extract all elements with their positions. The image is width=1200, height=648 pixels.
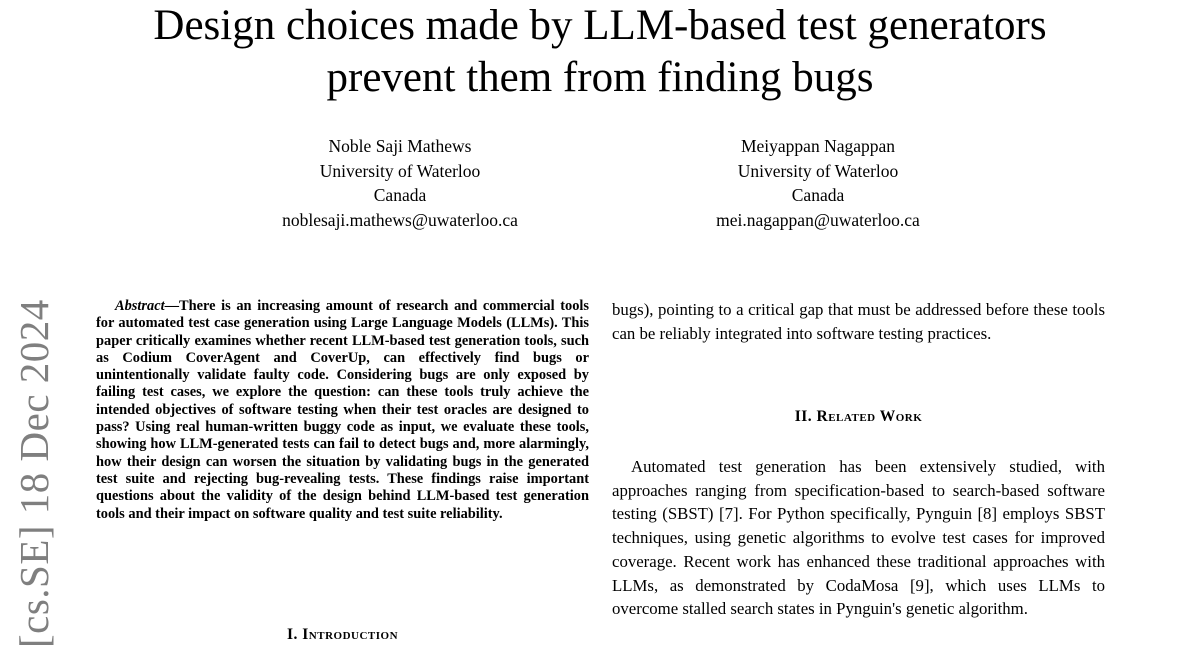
author-block-1 [220, 134, 580, 232]
right-column [612, 298, 1105, 619]
abstract-text: —There is an increasing amount of research and commercial tools for automated test case generation using Large Language Models (LLMs). This paper critically examines whether recent LLM-based test generation tools, such as Codium CoverAgent and CoverUp, can effectively find bugs or unintentionally validate faulty code. Considering bugs are only exposed by failing test cases, we explore the question: can these tools truly achieve the intended objectives of software testing when their test oracles are designed to pass? Using real human-written buggy code as input, we evaluate these tools, showing how LLM-generated tests can fail to detect bugs and, more alarmingly, how their design can worsen the situation by validating bugs in the generated test suite and rejecting bug-revealing tests. These findings raise important questions about the validity of the design behind LLM-based test generation tools and their impact on software quality and test suite reliability. [96, 298, 589, 522]
paper-title-line-2: prevent them from finding bugs [326, 54, 874, 101]
author-country: Canada [373, 185, 427, 205]
author-name: Noble Saji Mathews [328, 136, 472, 156]
author-affiliation: University of Waterloo [319, 160, 481, 181]
author-block-2 [638, 134, 998, 232]
related-work-paragraph: Automated test generation has been extensively studied, with approaches ranging from specification-based to search-based software testing (SBST) [7]. For Python specifically, Pynguin [8] employs SBST techniques, using genetic algorithms to evolve test cases for improved coverage. Recent work has enhanced these traditional approaches with LLMs, as demonstrated by CodaMosa [9], which uses LLMs to overcome stalled search states in Pynguin's genetic algorithm. [612, 457, 1105, 619]
continuation-paragraph: bugs), pointing to a critical gap that must be addressed before these tools can be reliably integrated into software testing practices. [612, 300, 1105, 343]
left-column [96, 298, 589, 643]
paper-title [0, 0, 1200, 104]
author-name: Meiyappan Nagappan [740, 136, 896, 156]
author-affiliation: University of Waterloo [737, 160, 899, 181]
arxiv-side-stamp: [cs.SE] 18 Dec 2024 [11, 299, 57, 648]
section-heading-related-work: II. Related Work [794, 408, 923, 425]
author-email: mei.nagappan@uwaterloo.ca [716, 209, 920, 230]
paper-title-line-1: Design choices made by LLM-based test generators [153, 2, 1047, 49]
abstract [96, 298, 589, 523]
author-country: Canada [791, 185, 845, 205]
author-email: noblesaji.mathews@uwaterloo.ca [282, 209, 518, 230]
section-heading-introduction: I. Introduction [286, 626, 399, 643]
abstract-label: Abstract [115, 298, 165, 314]
